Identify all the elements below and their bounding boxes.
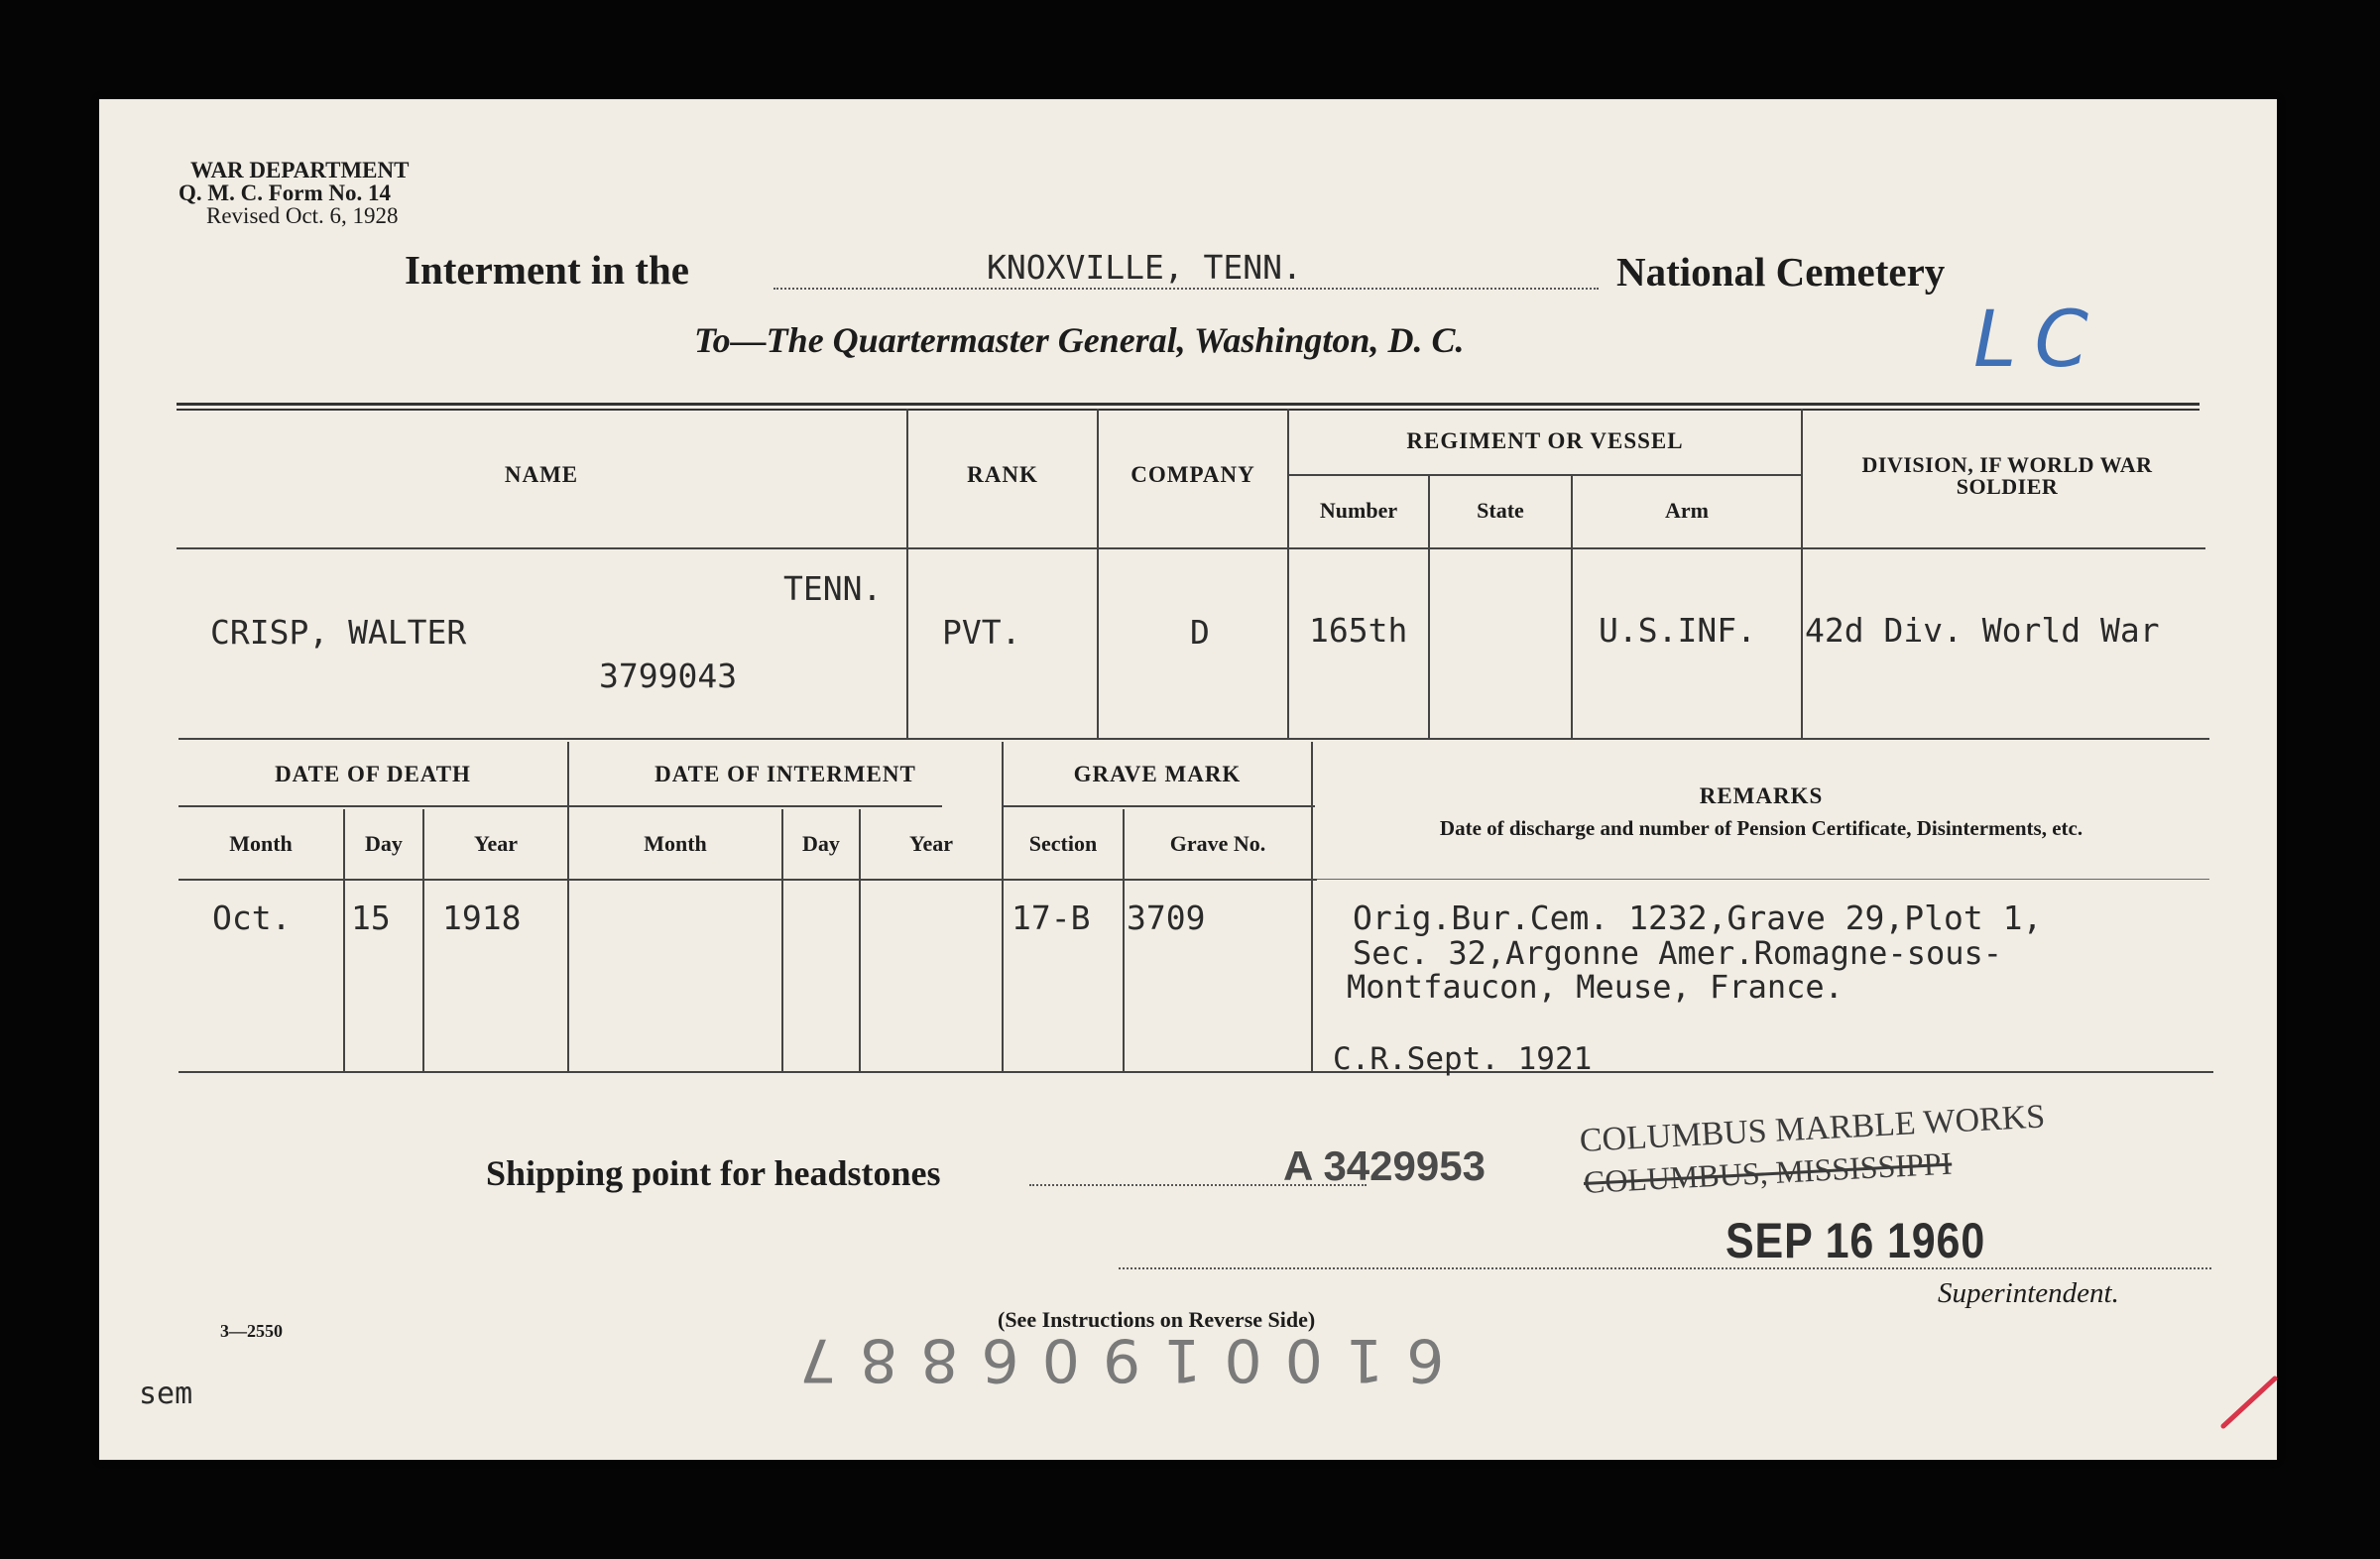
soldier-state-tag: TENN.: [783, 569, 883, 608]
form-code: 3—2550: [220, 1321, 283, 1341]
divider-rank-company: [1097, 409, 1099, 738]
cemetery-dotted-line: [774, 288, 1599, 290]
col-int-day: Day: [802, 831, 840, 856]
soldier-company: D: [1190, 613, 1210, 652]
col-remarks-sub: Date of discharge and number of Pension Certificate, Disinterments, etc.: [1439, 816, 2083, 840]
header-bottom-rule: [177, 547, 2205, 549]
grave-section: 17-B: [1012, 899, 1091, 937]
regiment-arm: U.S.INF.: [1599, 611, 1756, 650]
serial-number-stamp: 6 1 0 0 1 9 0 6 8 8 7: [796, 1325, 1445, 1394]
col-arm: Arm: [1665, 498, 1709, 523]
col-int-month: Month: [644, 831, 707, 856]
superintendent-label: Superintendent.: [1938, 1277, 2119, 1309]
handwritten-initials: LC: [1973, 296, 2106, 385]
divider-company-number: [1287, 409, 1289, 738]
cemetery-name: KNOXVILLE, TENN.: [987, 248, 1302, 287]
col-death-year: Year: [474, 831, 518, 856]
revised-date: Revised Oct. 6, 1928: [206, 203, 399, 228]
regiment-sub-rule: [1287, 474, 1801, 476]
dates-sub-rule-death: [178, 805, 942, 807]
soldier-rank: PVT.: [942, 613, 1021, 652]
col-int-year: Year: [909, 831, 953, 856]
order-number-stamp: A 3429953: [1283, 1142, 1486, 1189]
marble-works-stamp: COLUMBUS MARBLE WORKS: [1579, 1098, 2047, 1159]
col-number: Number: [1319, 498, 1398, 523]
section1-bottom-rule: [178, 738, 2209, 740]
dates-header-bottom-rule: [178, 879, 1317, 881]
divider-interment-grave: [1002, 742, 1004, 1071]
instructions-note: (See Instructions on Reverse Side): [998, 1307, 1316, 1332]
interment-prefix: Interment in the: [405, 247, 689, 293]
remarks-line-2: Sec. 32,Argonne Amer.Romagne-sous-: [1353, 934, 2003, 972]
interment-card: [99, 99, 2277, 1460]
col-company: COMPANY: [1130, 462, 1255, 487]
col-name: NAME: [504, 462, 579, 487]
col-remarks: REMARKS: [1699, 783, 1824, 808]
date-stamp: SEP 16 1960: [1726, 1213, 1986, 1268]
col-state: State: [1477, 498, 1524, 523]
divider-death-interment: [567, 742, 569, 1071]
soldier-name: CRISP, WALTER: [210, 613, 467, 652]
col-division: DIVISION, IF WORLD WAR: [1861, 452, 2153, 477]
col-regiment: REGIMENT OR VESSEL: [1406, 428, 1684, 453]
top-rule: [177, 403, 2200, 406]
marble-works-city: COLUMBUS, MISSISSIPPI: [1583, 1144, 1954, 1200]
remarks-line-1: Orig.Bur.Cem. 1232,Grave 29,Plot 1,: [1353, 899, 2043, 937]
col-grave-mark: GRAVE MARK: [1073, 762, 1242, 786]
top-rule-2: [177, 409, 2200, 411]
section2-bottom-rule: [178, 1071, 2213, 1073]
grave-number: 3709: [1127, 899, 1206, 937]
red-check-mark-icon: [2219, 1373, 2279, 1436]
war-department-label: WAR DEPARTMENT: [190, 158, 410, 182]
to-quartermaster-line: To—The Quartermaster General, Washington, D. C.: [694, 320, 1465, 360]
col-death-day: Day: [365, 831, 403, 856]
superintendent-line: [1119, 1267, 2211, 1269]
remarks-line-4: C.R.Sept. 1921: [1333, 1041, 1593, 1077]
death-day: 15: [351, 899, 391, 937]
col-section: Section: [1028, 831, 1098, 856]
soldier-serial: 3799043: [599, 657, 738, 695]
death-year: 1918: [442, 899, 522, 937]
remarks-line-3: Montfaucon, Meuse, France.: [1347, 968, 1844, 1006]
col-date-of-death: DATE OF DEATH: [275, 762, 471, 786]
col-rank: RANK: [967, 462, 1038, 487]
col-grave-no: Grave No.: [1169, 831, 1266, 856]
col-death-month: Month: [229, 831, 293, 856]
regiment-number: 165th: [1309, 611, 1408, 650]
col-date-of-interment: DATE OF INTERMENT: [654, 762, 916, 786]
remarks-header-bottom-rule: [1317, 879, 2209, 880]
divider-name-rank: [906, 409, 908, 738]
national-cemetery-label: National Cemetery: [1616, 249, 1946, 295]
shipping-label: Shipping point for headstones: [486, 1153, 941, 1193]
division-value: 42d Div. World War: [1805, 611, 2160, 650]
form-number: Q. M. C. Form No. 14: [178, 180, 391, 205]
dates-sub-rule-grave: [1002, 805, 1315, 807]
death-month: Oct.: [212, 899, 292, 937]
clerk-initials: sem: [139, 1377, 193, 1411]
col-division-2: SOLDIER: [1956, 474, 2059, 499]
